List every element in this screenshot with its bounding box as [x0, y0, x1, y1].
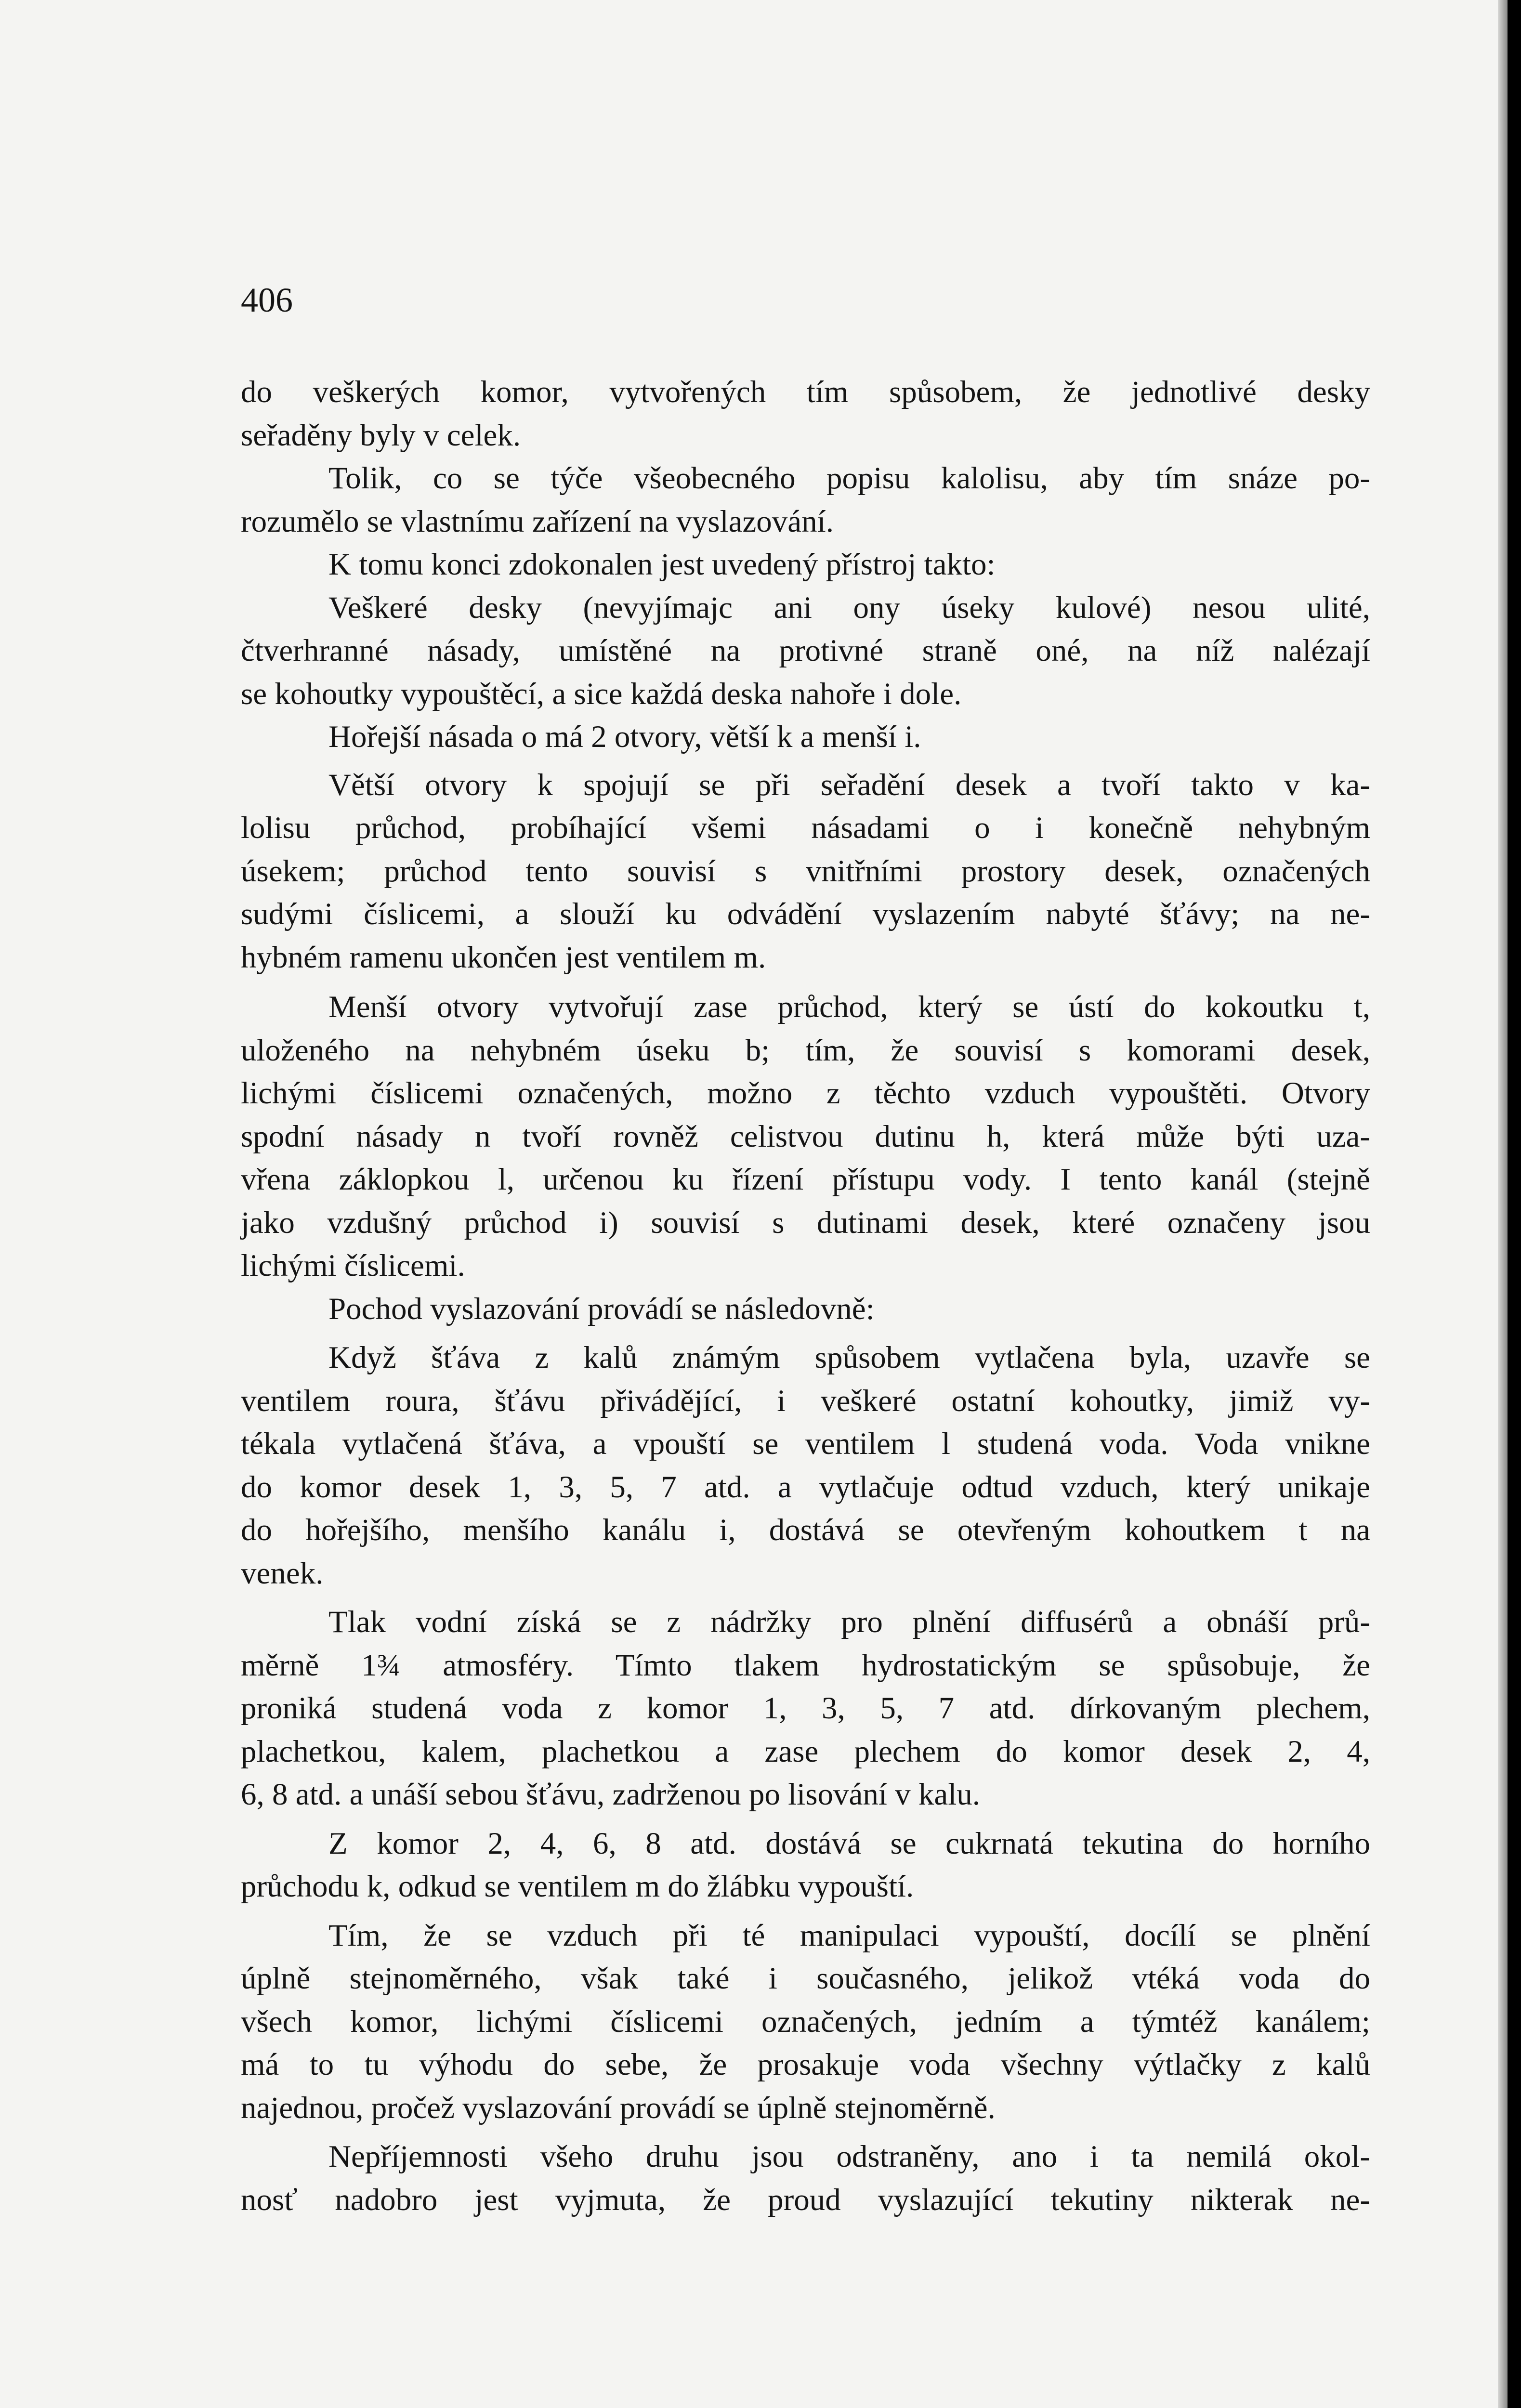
- text-line: najednou, pročež vyslazování provádí se úplně stejnoměrně.: [241, 2090, 996, 2125]
- text-line: Veškeré desky (nevyjímajc ani ony úseky kulové) nesou ulité,: [328, 590, 1370, 625]
- text-line: Tím, že se vzduch při té manipulaci vypouští, docílí se plnění: [328, 1918, 1370, 1953]
- text-line: seřaděny byly v celek.: [241, 418, 521, 453]
- page-edge-shadow: [1498, 0, 1508, 2408]
- text-line: Pochod vyslazování provádí se následovně:: [328, 1291, 875, 1326]
- text-line: čtverhranné násady, umístěné na protivné straně oné, na níž nalézají: [241, 633, 1370, 668]
- text-line: Hořejší násada o má 2 otvory, větší k a menší i.: [328, 720, 921, 754]
- text-line: nosť nadobro jest vyjmuta, že proud vyslazující tekutiny nikterak ne-: [241, 2182, 1370, 2217]
- text-line: do komor desek 1, 3, 5, 7 atd. a vytlačuje odtud vzduch, který unikaje: [241, 1469, 1370, 1505]
- text-line: ventilem roura, šťávu přivádějící, i veškeré ostatní kohoutky, jimiž vy-: [241, 1383, 1370, 1418]
- text-line: tékala vytlačená šťáva, a vpouští se ventilem l studená voda. Voda vnikne: [241, 1426, 1370, 1461]
- text-line: uloženého na nehybném úseku b; tím, že souvisí s komorami desek,: [241, 1033, 1370, 1068]
- text-line: lichými číslicemi.: [241, 1248, 465, 1283]
- text-line: průchodu k, odkud se ventilem m do žlábku vypouští.: [241, 1869, 914, 1904]
- text-line: spodní násady n tvoří rovněž celistvou dutinu h, která může býti uza-: [241, 1119, 1370, 1154]
- text-line: úplně stejnoměrného, však také i současného, jelikož vtéká voda do: [241, 1961, 1370, 1996]
- text-line: K tomu konci zdokonalen jest uvedený přístroj takto:: [328, 547, 996, 582]
- text-line: proniká studená voda z komor 1, 3, 5, 7 atd. dírkovaným plechem,: [241, 1691, 1370, 1726]
- text-line: sudými číslicemi, a slouží ku odvádění vyslazením nabyté šťávy; na ne-: [241, 897, 1370, 931]
- text-line: plachetkou, kalem, plachetkou a zase plechem do komor desek 2, 4,: [241, 1734, 1370, 1769]
- text-line: vřena záklopkou l, určenou ku řízení přístupu vody. I tento kanál (stejně: [241, 1162, 1370, 1197]
- text-line: má to tu výhodu do sebe, že prosakuje voda všechny výtlačky z kalů: [241, 2047, 1370, 2082]
- text-line: se kohoutky vypouštěcí, a sice každá deska nahoře i dole.: [241, 676, 962, 711]
- text-line: Nepříjemnosti všeho druhu jsou odstraněny, ano i ta nemilá okol-: [328, 2139, 1370, 2174]
- text-line: lichými číslicemi označených, možno z těchto vzduch vypouštěti. Otvory: [241, 1076, 1370, 1111]
- text-line: rozumělo se vlastnímu zařízení na vyslazování.: [241, 504, 834, 539]
- text-line: Tlak vodní získá se z nádržky pro plnění diffusérů a obnáší prů-: [328, 1605, 1370, 1639]
- text-line: do hořejšího, menšího kanálu i, dostává se otevřeným kohoutkem t na: [241, 1513, 1370, 1547]
- text-line: Větší otvory k spojují se při seřadění desek a tvoří takto v ka-: [328, 767, 1370, 802]
- text-line: měrně 1¾ atmosféry. Tímto tlakem hydrostatickým se spůsobuje, že: [241, 1648, 1370, 1683]
- text-line: venek.: [241, 1556, 324, 1591]
- text-line: jako vzdušný průchod i) souvisí s dutinami desek, které označeny jsou: [241, 1205, 1370, 1240]
- text-line: Tolik, co se týče všeobecného popisu kalolisu, aby tím snáze po-: [328, 461, 1370, 496]
- text-line: Když šťáva z kalů známým spůsobem vytlačena byla, uzavře se: [328, 1340, 1370, 1375]
- text-line: lolisu průchod, probíhající všemi násadami o i konečně nehybným: [241, 811, 1370, 845]
- text-line: Menší otvory vytvořují zase průchod, který se ústí do kokoutku t,: [328, 990, 1370, 1024]
- page-number: 406: [241, 281, 293, 319]
- text-line: Z komor 2, 4, 6, 8 atd. dostává se cukrnatá tekutina do horního: [328, 1826, 1370, 1861]
- text-line: všech komor, lichými číslicemi označených, jedním a týmtéž kanálem;: [241, 2004, 1370, 2039]
- text-line: 6, 8 atd. a unáší sebou šťávu, zadrženou po lisování v kalu.: [241, 1777, 981, 1812]
- text-line: do veškerých komor, vytvořených tím spůsobem, že jednotlivé desky: [241, 375, 1370, 409]
- body-text: [241, 371, 1370, 2222]
- text-line: hybném ramenu ukončen jest ventilem m.: [241, 940, 766, 975]
- text-line: úsekem; průchod tento souvisí s vnitřními prostory desek, označených: [241, 853, 1370, 889]
